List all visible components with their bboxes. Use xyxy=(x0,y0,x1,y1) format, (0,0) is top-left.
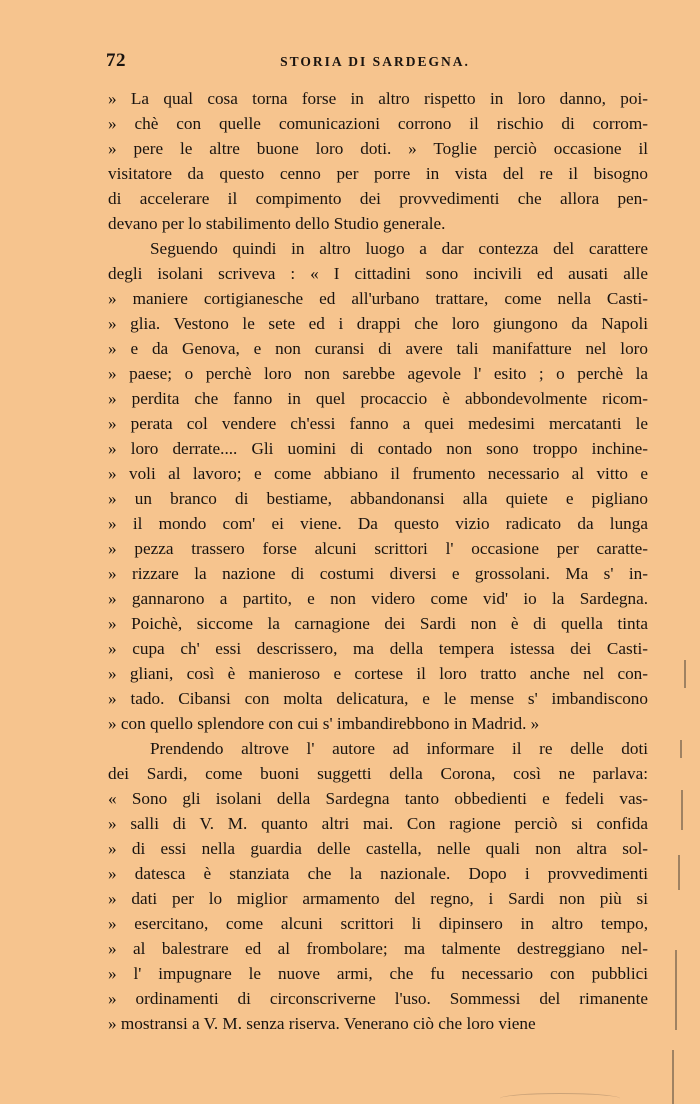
text-line: » un branco di bestiame, abbandonansi alla quiete e pigliano xyxy=(108,489,648,508)
text-line: » chè con quelle comunicazioni corrono il rischio di corrom- xyxy=(108,114,648,133)
text-line: » loro derrate.... Gli uomini di contado non sono troppo inchine- xyxy=(108,439,648,458)
text-line: » La qual cosa torna forse in altro rispetto in loro danno, poi- xyxy=(108,89,648,108)
margin-mark xyxy=(675,950,677,1030)
text-line: » di essi nella guardia delle castella, nelle quali non altra sol- xyxy=(108,839,648,858)
text-line: » Poichè, siccome la carnagione dei Sardi non è di quella tinta xyxy=(108,614,648,633)
text-line: » esercitano, come alcuni scrittori li dipinsero in altro tempo, xyxy=(108,914,648,933)
text-line: » salli di V. M. quanto altri mai. Con ragione perciò si confida xyxy=(108,814,648,833)
text-line: » pere le altre buone loro doti. » Toglie perciò occasione il xyxy=(108,139,648,158)
text-line: » mostransi a V. M. senza riserva. Venerano ciò che loro viene xyxy=(108,1014,536,1033)
text-line: » e da Genova, e non curansi di avere tali manifatture nel loro xyxy=(108,339,648,358)
text-line: » datesca è stanziata che la nazionale. Dopo i provvedimenti xyxy=(108,864,648,883)
paragraph xyxy=(108,236,648,736)
text-line: » dati per lo miglior armamento del regno, i Sardi non più si xyxy=(108,889,648,908)
text-line: » paese; o perchè loro non sarebbe agevole l' esito ; o perchè la xyxy=(108,364,648,383)
text-line: dei Sardi, come buoni suggetti della Corona, così ne parlava: xyxy=(108,764,648,783)
text-line: » pezza trassero forse alcuni scrittori l' occasione per caratte- xyxy=(108,539,648,558)
text-line: » voli al lavoro; e come abbiano il frumento necessario al vitto e xyxy=(108,464,648,483)
running-title: STORIA DI SARDEGNA. xyxy=(280,54,470,69)
margin-mark xyxy=(684,660,686,688)
text-line: » l' impugnare le nuove armi, che fu necessario con pubblici xyxy=(108,964,648,983)
text-line: Prendendo altrove l' autore ad informare il re delle doti xyxy=(150,739,648,758)
text-line: di accelerare il compimento dei provvedimenti che allora pen- xyxy=(108,189,648,208)
text-line: » il mondo com' ei viene. Da questo vizio radicato da lunga xyxy=(108,514,648,533)
text-line: Seguendo quindi in altro luogo a dar contezza del carattere xyxy=(150,239,648,258)
margin-mark xyxy=(681,790,683,830)
text-line: » gannarono a partito, e non videro come vid' io la Sardegna. xyxy=(108,589,648,608)
text-line: » al balestrare ed al frombolare; ma talmente destreggiano nel- xyxy=(108,939,648,958)
page-number: 72 xyxy=(106,50,126,71)
text-line: » perata col vendere ch'essi fanno a quei medesimi mercatanti le xyxy=(108,414,648,433)
margin-mark xyxy=(678,855,680,890)
margin-mark xyxy=(680,740,682,758)
text-line: » rizzare la nazione di costumi diversi e grossolani. Ma s' in- xyxy=(108,564,648,583)
text-line: » ordinamenti di circonscriverne l'uso. Sommessi del rimanente xyxy=(108,989,648,1008)
text-line: » gliani, così è manieroso e cortese il loro tratto anche nel con- xyxy=(108,664,648,683)
page-body-text xyxy=(108,86,648,1036)
paragraph xyxy=(108,86,648,236)
text-line: » cupa ch' essi descrissero, ma della tempera istessa dei Casti- xyxy=(108,639,648,658)
page-header xyxy=(106,50,644,72)
text-line: » con quello splendore con cui s' imbandirebbono in Madrid. » xyxy=(108,714,540,733)
text-line: « Sono gli isolani della Sardegna tanto obbedienti e fedeli vas- xyxy=(108,789,648,808)
text-line: degli isolani scriveva : « I cittadini sono incivili ed ausati alle xyxy=(108,264,648,283)
text-line: devano per lo stabilimento dello Studio generale. xyxy=(108,214,446,233)
text-line: » tado. Cibansi con molta delicatura, e le mense s' imbandiscono xyxy=(108,689,648,708)
page-edge-mark xyxy=(500,1093,620,1104)
text-line: » perdita che fanno in quel procaccio è abbondevolmente ricom- xyxy=(108,389,648,408)
text-line: » maniere cortigianesche ed all'urbano trattare, come nella Casti- xyxy=(108,289,648,308)
paragraph xyxy=(108,736,648,1036)
text-line: visitatore da questo cenno per porre in vista del re il bisogno xyxy=(108,164,648,183)
margin-mark xyxy=(672,1050,674,1104)
text-line: » glia. Vestono le sete ed i drappi che loro giungono da Napoli xyxy=(108,314,648,333)
